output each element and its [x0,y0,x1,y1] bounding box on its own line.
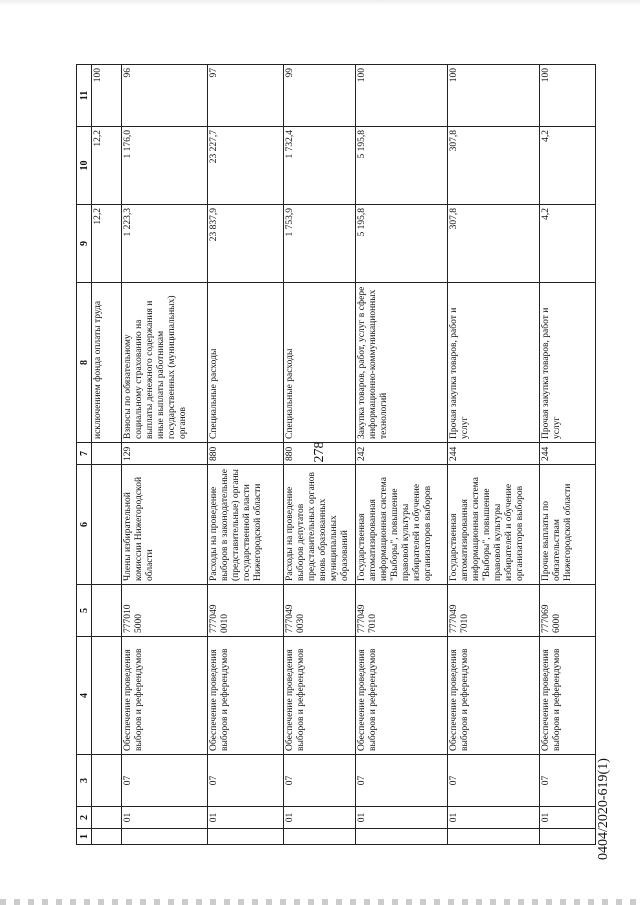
table-row [540,65,596,845]
cell-4: Обеспечение проведения выборов и референдумов [356,637,448,755]
cell-6: Члены избирательной комиссии Нижегородской области [122,465,208,585]
table-row [208,65,284,845]
cell-9: 1 753,9 [284,205,356,283]
cell-3: 07 [284,755,356,807]
cell-11: 96 [122,65,208,127]
cell-4: Обеспечение проведения выборов и референдумов [122,637,208,755]
cell-10: 12,2 [92,127,122,205]
cell-10: 4,2 [540,127,596,205]
cell-11: 100 [540,65,596,127]
cell-6: Расходы на проведение выборов в законодательные (представительные) органы государственной власти Нижегородской области [208,465,284,585]
footer-code-area [595,600,613,860]
cell-9: 5 195,8 [356,205,448,283]
cell-2: 01 [284,807,356,829]
cell-3: 07 [448,755,540,807]
cell-8: Закупка товаров, работ, услуг в сфере информационно-коммуникационных технологий [356,283,448,443]
cell-3: 07 [356,755,448,807]
cell-5: 777049 7010 [356,585,448,637]
cell-8: Взносы по обязательному социальному страхованию на выплаты денежного содержания и иные выплаты работникам государственных (муниципальных) органов [122,283,208,443]
cell-8: Специальные расходы [284,283,356,443]
scan-edge-bottom [0,899,640,905]
page-number: 278 [312,441,327,463]
cell-11: 100 [356,65,448,127]
header-row [77,65,92,845]
cell-3: 07 [122,755,208,807]
cell-6 [92,465,122,585]
cell-7: 129 [122,443,208,465]
cell-4 [92,637,122,755]
header-cell: 10 [77,127,92,205]
cell-7: 880 [284,443,356,465]
rotated-table-container [76,65,573,845]
cell-8: Прочая закупка товаров, работ и услуг [448,283,540,443]
cell-9: 12,2 [92,205,122,283]
cell-1 [540,829,596,845]
table-viewport [76,65,573,845]
cell-2: 01 [540,807,596,829]
cell-5: 777049 0030 [284,585,356,637]
table-row [122,65,208,845]
table-row [284,65,356,845]
cell-4: Обеспечение проведения выборов и референдумов [540,637,596,755]
cell-7: 244 [540,443,596,465]
cell-1 [448,829,540,845]
cell-6: Государственная автоматизированная информационная система "Выборы", повышение правовой культуры избирателей и обучение организаторов выборов [448,465,540,585]
cell-8: Прочая закупка товаров, работ и услуг [540,283,596,443]
cell-9: 23 837,9 [208,205,284,283]
cell-1 [92,829,122,845]
cell-6: Прочие выплаты по обязательствам Нижегородской области [540,465,596,585]
table-row [92,65,122,845]
cell-8: Специальные расходы [208,283,284,443]
cell-11: 99 [284,65,356,127]
cell-5: 777069 6000 [540,585,596,637]
document-code: 0404/2020-619(1) [596,758,611,860]
cell-1 [284,829,356,845]
cell-7 [92,443,122,465]
cell-11: 100 [92,65,122,127]
cell-4: Обеспечение проведения выборов и референдумов [448,637,540,755]
cell-10: 1 176,0 [122,127,208,205]
cell-9: 4,2 [540,205,596,283]
cell-9: 1 223,3 [122,205,208,283]
cell-5: 777049 0010 [208,585,284,637]
header-cell: 5 [77,585,92,637]
cell-10: 23 227,7 [208,127,284,205]
cell-7: 880 [208,443,284,465]
cell-5 [92,585,122,637]
cell-11: 100 [448,65,540,127]
header-cell: 6 [77,465,92,585]
header-cell: 7 [77,443,92,465]
cell-3: 07 [208,755,284,807]
cell-7: 242 [356,443,448,465]
cell-6: Расходы на проведение выборов депутатов представительных органов вновь образованных муниципальных образований [284,465,356,585]
table-row [356,65,448,845]
cell-2 [92,807,122,829]
table-row [448,65,540,845]
cell-2: 01 [122,807,208,829]
budget-table [76,64,596,845]
cell-7: 244 [448,443,540,465]
cell-10: 5 195,8 [356,127,448,205]
cell-5: 777010 5000 [122,585,208,637]
header-cell: 1 [77,829,92,845]
cell-3 [92,755,122,807]
cell-10: 1 732,4 [284,127,356,205]
cell-4: Обеспечение проведения выборов и референдумов [284,637,356,755]
cell-8: исключением фонда оплаты труда [92,283,122,443]
cell-3: 07 [540,755,596,807]
cell-2: 01 [448,807,540,829]
cell-6: Государственная автоматизированная информационная система "Выборы", повышение правовой культуры избирателей и обучение организаторов выборов [356,465,448,585]
header-cell: 3 [77,755,92,807]
header-cell: 2 [77,807,92,829]
cell-11: 97 [208,65,284,127]
cell-1 [122,829,208,845]
header-cell: 9 [77,205,92,283]
cell-10: 307,8 [448,127,540,205]
cell-1 [208,829,284,845]
cell-1 [356,829,448,845]
header-cell: 8 [77,283,92,443]
cell-2: 01 [208,807,284,829]
header-cell: 11 [77,65,92,127]
cell-4: Обеспечение проведения выборов и референдумов [208,637,284,755]
header-cell: 4 [77,637,92,755]
cell-2: 01 [356,807,448,829]
scan-edge-top [0,0,640,6]
cell-9: 307,8 [448,205,540,283]
cell-5: 777049 7010 [448,585,540,637]
